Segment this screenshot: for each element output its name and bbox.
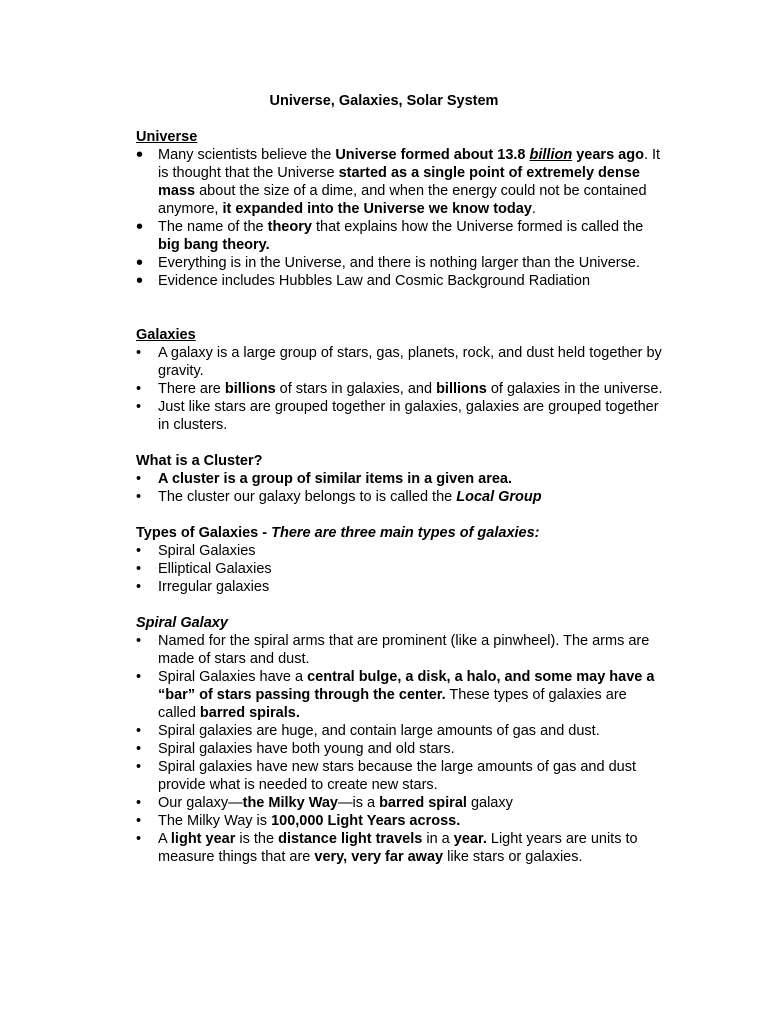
list-item <box>136 722 666 740</box>
section-universe <box>136 128 666 290</box>
section-galaxies <box>136 326 666 434</box>
text-run: distance light travels <box>278 831 423 847</box>
list-item <box>136 830 666 866</box>
text-run: three main types of galaxies: <box>340 525 540 541</box>
text-run: that explains how the Universe formed is called the <box>311 219 644 235</box>
text-run: central bulge, a disk, a halo, and some may have a “bar” of stars passing through the center. <box>158 669 655 703</box>
section-cluster <box>136 452 666 506</box>
list-item <box>136 218 666 254</box>
text-run: —is a <box>337 795 380 811</box>
text-run: about the size of a dime, and when the energy could not be contained anymore, <box>158 183 647 217</box>
text-run: very, very far away <box>314 849 444 865</box>
list-item <box>136 488 666 506</box>
text-run: 100,000 Light Years across. <box>271 813 461 829</box>
text-run: the Milky Way <box>242 795 338 811</box>
text-run: Everything is in the Universe, and there is nothing larger than the Universe. <box>158 255 640 271</box>
section-heading-universe: Universe <box>136 129 198 145</box>
section-heading-cluster: What is a Cluster? <box>136 453 263 469</box>
list-item <box>136 272 666 290</box>
section-heading-spiral: Spiral Galaxy <box>136 615 228 631</box>
text-run: Spiral galaxies are huge, and contain large amounts of gas and dust. <box>158 723 600 739</box>
text-run: barred spirals. <box>199 705 300 721</box>
section-spiral <box>136 614 666 866</box>
text-run: it expanded into the Universe we know today <box>222 201 532 217</box>
text-run: in a <box>422 831 454 847</box>
document-title: Universe, Galaxies, Solar System <box>269 93 499 109</box>
text-run: Universe formed about 13.8 <box>335 147 530 163</box>
bullet-list-types <box>136 542 666 596</box>
text-run: Spiral galaxies have both young and old stars. <box>158 741 455 757</box>
text-run: . <box>531 201 536 217</box>
text-run: billions <box>224 381 276 397</box>
text-run: There are <box>158 381 225 397</box>
list-item <box>136 146 666 218</box>
list-item <box>136 398 666 434</box>
text-run: Just like stars are grouped together in galaxies, galaxies are grouped together in clusters. <box>158 399 659 433</box>
text-run: . It is thought that the Universe <box>158 147 661 181</box>
list-item <box>136 380 666 398</box>
bullet-list-galaxies <box>136 344 666 434</box>
text-run: theory <box>267 219 312 235</box>
text-run: There are <box>271 525 341 541</box>
list-item <box>136 470 666 488</box>
text-run: like stars or galaxies. <box>443 849 583 865</box>
text-run: billions <box>436 381 487 397</box>
text-run: Types of Galaxies - <box>136 525 272 541</box>
section-heading-types <box>136 524 666 542</box>
list-item <box>136 632 666 668</box>
text-run: Spiral galaxies have new stars because the large amounts of gas and dust provide what is needed to create new stars. <box>158 759 636 793</box>
text-run: Local Group <box>456 489 542 505</box>
section-types <box>136 524 666 596</box>
text-run: barred spiral <box>379 795 467 811</box>
bullet-list-universe <box>136 146 666 290</box>
text-run: The cluster our galaxy belongs to is called the <box>158 489 457 505</box>
text-run: These types of galaxies are called <box>158 687 627 721</box>
text-run: years ago <box>572 147 644 163</box>
text-run: The name of the <box>158 219 268 235</box>
text-run: big bang theory. <box>158 237 270 253</box>
list-item <box>136 560 666 578</box>
text-run: started as a single point of extremely dense mass <box>158 165 640 199</box>
text-run: Our galaxy— <box>158 795 243 811</box>
list-item <box>136 740 666 758</box>
document-body <box>136 128 666 884</box>
text-run: Named for the spiral arms that are prominent (like a pinwheel). The arms are made of stars and dust. <box>158 633 650 667</box>
list-item <box>136 668 666 722</box>
text-run: Spiral Galaxies have a <box>158 669 308 685</box>
text-run: A cluster is a group of similar items in a given area. <box>158 471 513 487</box>
text-run: Many scientists believe the <box>158 147 336 163</box>
bullet-list-cluster <box>136 470 666 506</box>
text-run: Irregular galaxies <box>158 579 270 595</box>
text-run: is the <box>235 831 279 847</box>
text-run: Elliptical Galaxies <box>158 561 272 577</box>
text-run: Evidence includes Hubbles Law and Cosmic Background Radiation <box>158 273 591 289</box>
text-run: A <box>158 831 171 847</box>
text-run: galaxy <box>466 795 513 811</box>
list-item <box>136 578 666 596</box>
text-run: light year <box>170 831 236 847</box>
text-run: year. <box>453 831 487 847</box>
text-run: Light years are units to measure things that are <box>158 831 638 865</box>
text-run: of stars in galaxies, and <box>275 381 437 397</box>
list-item <box>136 254 666 272</box>
list-item <box>136 794 666 812</box>
list-item <box>136 758 666 794</box>
section-heading-galaxies: Galaxies <box>136 327 196 343</box>
text-run: A galaxy is a large group of stars, gas, planets, rock, and dust held together by gravity. <box>158 345 662 379</box>
text-run: Spiral Galaxies <box>158 543 256 559</box>
list-item <box>136 344 666 380</box>
text-run: The Milky Way is <box>158 813 272 829</box>
list-item <box>136 812 666 830</box>
bullet-list-spiral <box>136 632 666 866</box>
list-item <box>136 542 666 560</box>
text-run: billion <box>529 147 573 163</box>
text-run: of galaxies in the universe. <box>486 381 663 397</box>
